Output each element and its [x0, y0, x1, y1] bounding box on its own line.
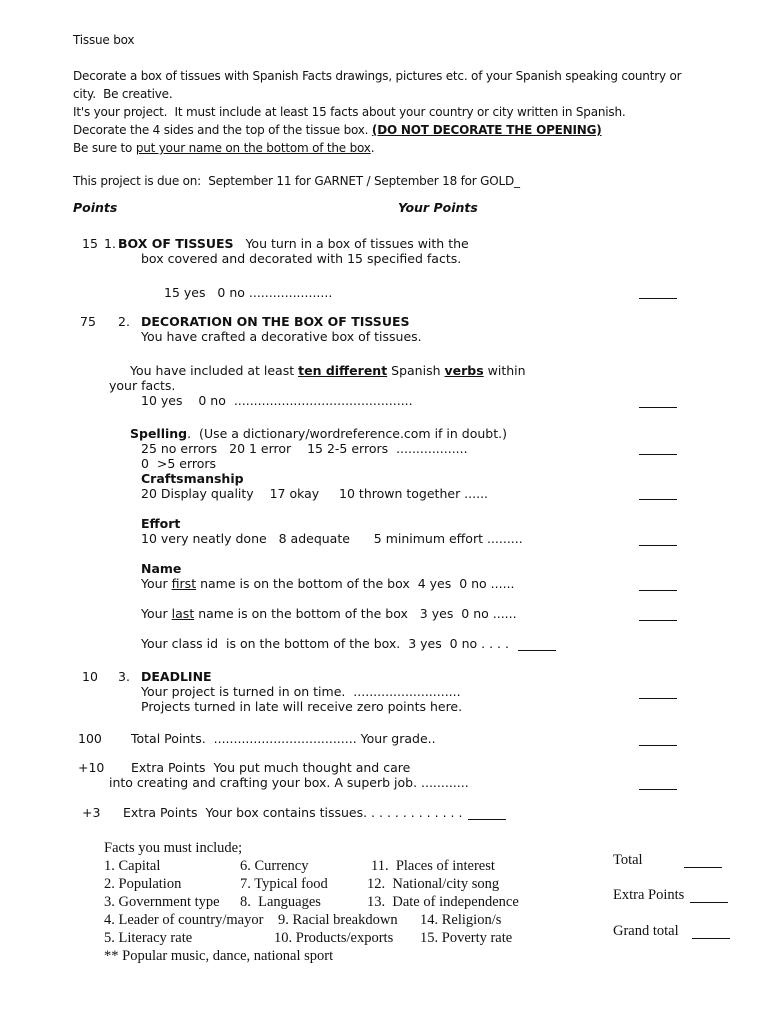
fact-item: 11. Places of interest: [371, 858, 495, 874]
section-desc: box covered and decorated with 15 specified facts.: [141, 251, 462, 266]
criterion-label: Name: [141, 561, 182, 576]
fact-item: 5. Literacy rate: [104, 930, 193, 946]
fact-item: 13. Date of independence: [367, 894, 519, 910]
section-desc: Your project is turned in on time. ...........................: [141, 684, 461, 699]
criterion-text: Your: [141, 576, 172, 591]
intro-line: city. Be creative.: [73, 87, 173, 101]
score-blank: [639, 545, 677, 546]
emphasis-text: last: [171, 606, 195, 621]
scoring-line: 10 yes 0 no .............................................: [141, 393, 413, 408]
extra-points: +3: [82, 805, 101, 820]
section-number: 3.: [118, 669, 130, 684]
intro-text: .: [370, 141, 375, 155]
scoring-line: 20 Display quality 17 okay 10 thrown together ......: [141, 486, 489, 501]
scoring-line: 25 no errors 20 1 error 15 2-5 errors ..................: [141, 441, 468, 456]
fact-item: 9. Racial breakdown: [278, 912, 398, 928]
summary-extra-label: Extra Points: [613, 887, 685, 903]
total-line: Total Points. .................................... Your grade..: [131, 731, 436, 746]
summary-extra-blank: [690, 902, 728, 903]
facts-heading: Facts you must include;: [104, 840, 243, 856]
fact-item: 8. Languages: [240, 894, 321, 910]
verbs-criterion: [130, 365, 526, 378]
fact-item: 7. Typical food: [240, 876, 328, 892]
facts-footer: ** Popular music, dance, national sport: [104, 948, 334, 964]
scoring-line: Your class id is on the bottom of the box. 3 yes 0 no . . . .: [141, 636, 509, 651]
intro-line: [73, 124, 602, 136]
your-points-column-header: Your Points: [398, 200, 478, 215]
score-blank: [639, 789, 677, 790]
criterion-text: You have included at least: [130, 363, 299, 378]
criterion-text: your facts.: [109, 378, 176, 393]
criterion-label: Craftsmanship: [141, 471, 244, 486]
section-desc: You turn in a box of tissues with the: [233, 236, 469, 251]
criterion-label: Effort: [141, 516, 181, 531]
section-heading: [118, 238, 469, 251]
score-blank: [639, 620, 677, 621]
warning-text: (DO NOT DECORATE THE OPENING): [371, 123, 602, 137]
score-blank: [639, 454, 677, 455]
fact-item: 2. Population: [104, 876, 182, 892]
summary-total-label: Total: [613, 852, 643, 868]
scoring-line: 10 very neatly done 8 adequate 5 minimum effort .........: [141, 531, 523, 546]
summary-grand-blank: [692, 938, 730, 939]
criterion-text: name is on the bottom of the box 3 yes 0 no ......: [194, 606, 517, 621]
summary-total-blank: [684, 867, 722, 868]
intro-text: Be sure to: [73, 141, 136, 155]
section-number: 1.: [104, 236, 116, 251]
criterion-text: Spanish: [387, 363, 445, 378]
criterion-label: Spelling: [130, 426, 188, 441]
intro-text: Decorate the 4 sides and the top of the tissue box.: [73, 123, 372, 137]
criterion-text: name is on the bottom of the box 4 yes 0 no ......: [196, 576, 515, 591]
extra-line: Extra Points Your box contains tissues. . . . . . . . . . . . .: [123, 805, 463, 820]
fact-item: 15. Poverty rate: [420, 930, 513, 946]
total-points: 100: [78, 731, 102, 746]
scoring-line: [141, 578, 515, 591]
fact-item: 4. Leader of country/mayor: [104, 912, 264, 928]
fact-item: 3. Government type: [104, 894, 220, 910]
fact-item: 1. Capital: [104, 858, 161, 874]
extra-points: +10: [78, 760, 105, 775]
section-points: 10: [82, 669, 98, 684]
extra-line: Extra Points You put much thought and care: [131, 760, 411, 775]
section-desc: Projects turned in late will receive zero points here.: [141, 699, 463, 714]
scoring-line: 15 yes 0 no .....................: [164, 285, 333, 300]
name-instruction: put your name on the bottom of the box: [135, 141, 371, 155]
score-blank: [518, 650, 556, 651]
emphasis-text: verbs: [444, 363, 484, 378]
score-blank: [639, 698, 677, 699]
score-blank: [639, 499, 677, 500]
document-title: Tissue box: [73, 33, 135, 47]
score-blank: [639, 298, 677, 299]
scoring-line: [141, 608, 517, 621]
intro-line: Decorate a box of tissues with Spanish Facts drawings, pictures etc. of your Spanish speaking country or: [73, 69, 682, 83]
intro-line: It's your project. It must include at least 15 facts about your country or city written in Spanish.: [73, 105, 626, 119]
section-points: 75: [80, 314, 96, 329]
criterion-text: . (Use a dictionary/wordreference.com if in doubt.): [187, 426, 507, 441]
summary-grand-label: Grand total: [613, 923, 679, 939]
points-column-header: Points: [73, 200, 118, 215]
fact-item: 12. National/city song: [367, 876, 500, 892]
criterion-text: within: [483, 363, 526, 378]
due-date: This project is due on: September 11 for GARNET / September 18 for GOLD_: [73, 174, 520, 188]
intro-line: [73, 142, 374, 154]
section-title: BOX OF TISSUES: [118, 236, 234, 251]
spelling-criterion: [130, 428, 507, 441]
section-title: DECORATION ON THE BOX OF TISSUES: [141, 314, 410, 329]
score-blank: [468, 819, 506, 820]
score-blank: [639, 407, 677, 408]
criterion-text: Your: [141, 606, 172, 621]
section-number: 2.: [118, 314, 130, 329]
section-desc: You have crafted a decorative box of tissues.: [141, 329, 422, 344]
scoring-line: 0 >5 errors: [141, 456, 217, 471]
section-title: DEADLINE: [141, 669, 212, 684]
extra-line: into creating and crafting your box. A superb job. ............: [109, 775, 469, 790]
fact-item: 14. Religion/s: [420, 912, 502, 928]
section-points: 15: [82, 236, 98, 251]
fact-item: 10. Products/exports: [274, 930, 394, 946]
emphasis-text: first: [171, 576, 197, 591]
emphasis-text: ten different: [298, 363, 388, 378]
fact-item: 6. Currency: [240, 858, 309, 874]
score-blank: [639, 745, 677, 746]
score-blank: [639, 590, 677, 591]
